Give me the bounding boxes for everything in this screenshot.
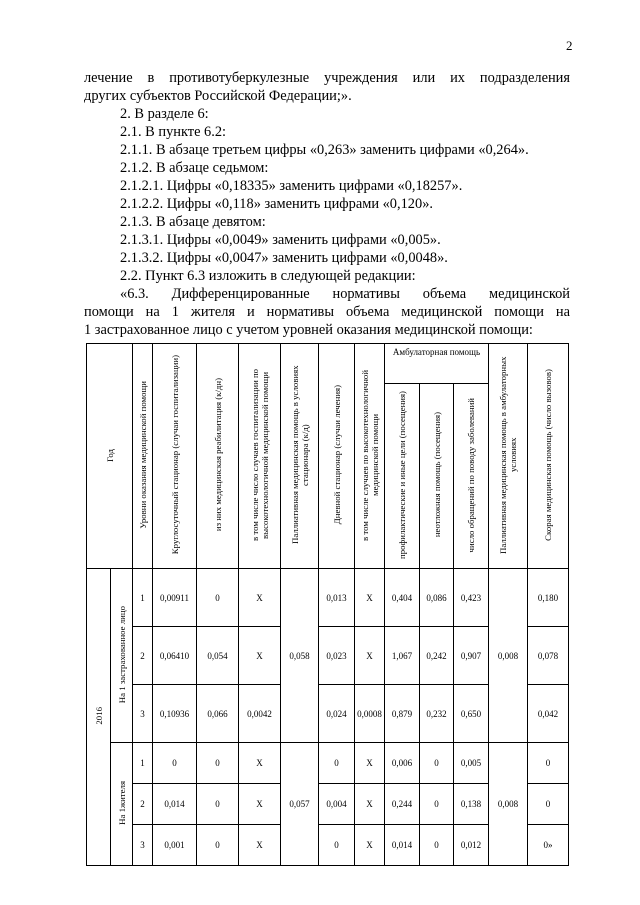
level-cell: 1 xyxy=(133,569,153,627)
level-cell: 3 xyxy=(133,685,153,743)
table-cell: 0,650 xyxy=(454,685,489,743)
table-cell: Х xyxy=(355,627,385,685)
norms-table xyxy=(86,343,569,866)
header-high-tech: в том числе число случаев госпитализации по высокотехнологичной медицинской помощи xyxy=(239,344,281,569)
table-cell: Х xyxy=(239,825,281,866)
text-line: 2.1.1. В абзаце третьем цифры «0,263» заменить цифрами «0,264». xyxy=(120,142,529,158)
text-line: 2.1.3.1. Цифры «0,0049» заменить цифрами «0,005». xyxy=(120,232,441,248)
level-cell: 2 xyxy=(133,627,153,685)
text-line: других субъектов Российской Федерации;». xyxy=(84,88,352,104)
year-cell: 2016 xyxy=(87,569,111,866)
table-cell: 0,023 xyxy=(319,627,355,685)
header-day-stat: Дневной стационар (случаи лечения) xyxy=(319,344,355,569)
header-rehab: из них медицинская реабилитация (к/дн) xyxy=(197,344,239,569)
table-cell: 0,014 xyxy=(153,784,197,825)
text-line: 2.1.2.1. Цифры «0,18335» заменить цифрами «0,18257». xyxy=(120,178,463,194)
table-cell: 0,0042 xyxy=(239,685,281,743)
header-appeals: число обращений по поводу заболеваний xyxy=(454,384,489,569)
text-line: «6.3. Дифференцированные нормативы объема медицинской xyxy=(120,286,570,302)
table-cell: 0,001 xyxy=(153,825,197,866)
table-cell: 0,013 xyxy=(319,569,355,627)
table-cell: 0 xyxy=(197,825,239,866)
text-line: 2.1.2. В абзаце седьмом: xyxy=(120,160,269,176)
table-cell: 0 xyxy=(319,743,355,784)
table-cell: 0 xyxy=(319,825,355,866)
table-cell: 0 xyxy=(197,784,239,825)
table-cell: Х xyxy=(239,627,281,685)
header-prophylactic: профилактические и иные цели (посещения) xyxy=(385,384,420,569)
header-urgent: неотложная помощь (посещения) xyxy=(420,384,454,569)
level-cell: 1 xyxy=(133,743,153,784)
text-line: 2.1.3. В абзаце девятом: xyxy=(120,214,266,230)
table-cell: 0,012 xyxy=(454,825,489,866)
table-cell: 0,242 xyxy=(420,627,454,685)
header-ambulatory: Амбулаторная помощь xyxy=(385,344,489,384)
table-cell: 0,042 xyxy=(528,685,569,743)
table-cell: 0,907 xyxy=(454,627,489,685)
text-line: 2.1. В пункте 6.2: xyxy=(120,124,227,140)
table-cell: 0» xyxy=(528,825,569,866)
table-cell: Х xyxy=(239,784,281,825)
table-cell: 0,058 xyxy=(281,569,319,743)
table-cell: 1,067 xyxy=(385,627,420,685)
header-palliative-amb: Паллиативная медицинская помощь в амбулаторных условиях xyxy=(489,344,528,569)
text-line: лечение в противотуберкулезные учреждения или их подразделения xyxy=(84,70,570,86)
table-cell: 0 xyxy=(420,743,454,784)
header-round-clock: Круглосуточный стационар (случаи госпитализации) xyxy=(153,344,197,569)
table-cell: Х xyxy=(355,569,385,627)
text-line: 2. В разделе 6: xyxy=(120,106,209,122)
table-cell: 0,0008 xyxy=(355,685,385,743)
group-insured: На 1 застрахованное лицо xyxy=(111,569,133,743)
table-cell: 0,06410 xyxy=(153,627,197,685)
group-resident: На 1жителя xyxy=(111,743,133,866)
table-cell: 0,138 xyxy=(454,784,489,825)
table-cell: 0,006 xyxy=(385,743,420,784)
table-cell: 0,054 xyxy=(197,627,239,685)
table-cell: 0,10936 xyxy=(153,685,197,743)
table-cell: 0 xyxy=(420,784,454,825)
table-cell: 0 xyxy=(528,743,569,784)
table-cell: 0 xyxy=(197,743,239,784)
table-cell: 0,232 xyxy=(420,685,454,743)
table-cell: 0 xyxy=(197,569,239,627)
table-cell: Х xyxy=(355,784,385,825)
text-line: 1 застрахованное лицо с учетом уровней оказания медицинской помощи: xyxy=(84,322,533,338)
table-cell: 0,404 xyxy=(385,569,420,627)
text-line: 2.1.3.2. Цифры «0,0047» заменить цифрами «0,0048». xyxy=(120,250,448,266)
table-cell: 0,180 xyxy=(528,569,569,627)
header-day-high-tech: в том числе случаев по высокотехнологичной медицинской помощи xyxy=(355,344,385,569)
table-cell: 0,057 xyxy=(281,743,319,866)
table-cell: Х xyxy=(239,743,281,784)
table-cell: Х xyxy=(355,825,385,866)
page-number: 2 xyxy=(566,38,573,53)
table-cell: 0 xyxy=(528,784,569,825)
header-palliative-stat: Паллиативная медицинская помощь в условиях стационара (к/д) xyxy=(281,344,319,569)
level-cell: 2 xyxy=(133,784,153,825)
table-cell: 0,00911 xyxy=(153,569,197,627)
table-cell: 0,005 xyxy=(454,743,489,784)
table-cell: 0,078 xyxy=(528,627,569,685)
table-cell: 0,879 xyxy=(385,685,420,743)
table-cell: Х xyxy=(355,743,385,784)
table-cell: 0,014 xyxy=(385,825,420,866)
table-cell: 0,008 xyxy=(489,569,528,743)
table-cell: 0,024 xyxy=(319,685,355,743)
text-line: 2.1.2.2. Цифры «0,118» заменить цифрами «0,120». xyxy=(120,196,433,212)
table-cell: 0,066 xyxy=(197,685,239,743)
table-cell: 0,244 xyxy=(385,784,420,825)
header-level: Уровни оказания медицинской помощи xyxy=(133,344,153,569)
level-cell: 3 xyxy=(133,825,153,866)
text-line: помощи на 1 жителя и нормативы объема медицинской помощи на xyxy=(84,304,570,320)
table-cell: Х xyxy=(239,569,281,627)
header-ambulance: Скорая медицинская помощь (число вызовов) xyxy=(528,344,569,569)
table-cell: 0,423 xyxy=(454,569,489,627)
table-cell: 0,086 xyxy=(420,569,454,627)
table-cell: 0,004 xyxy=(319,784,355,825)
table-cell: 0 xyxy=(153,743,197,784)
table-cell: 0 xyxy=(420,825,454,866)
header-year: Год xyxy=(87,344,133,569)
text-line: 2.2. Пункт 6.3 изложить в следующей редакции: xyxy=(120,268,416,284)
table-cell: 0,008 xyxy=(489,743,528,866)
